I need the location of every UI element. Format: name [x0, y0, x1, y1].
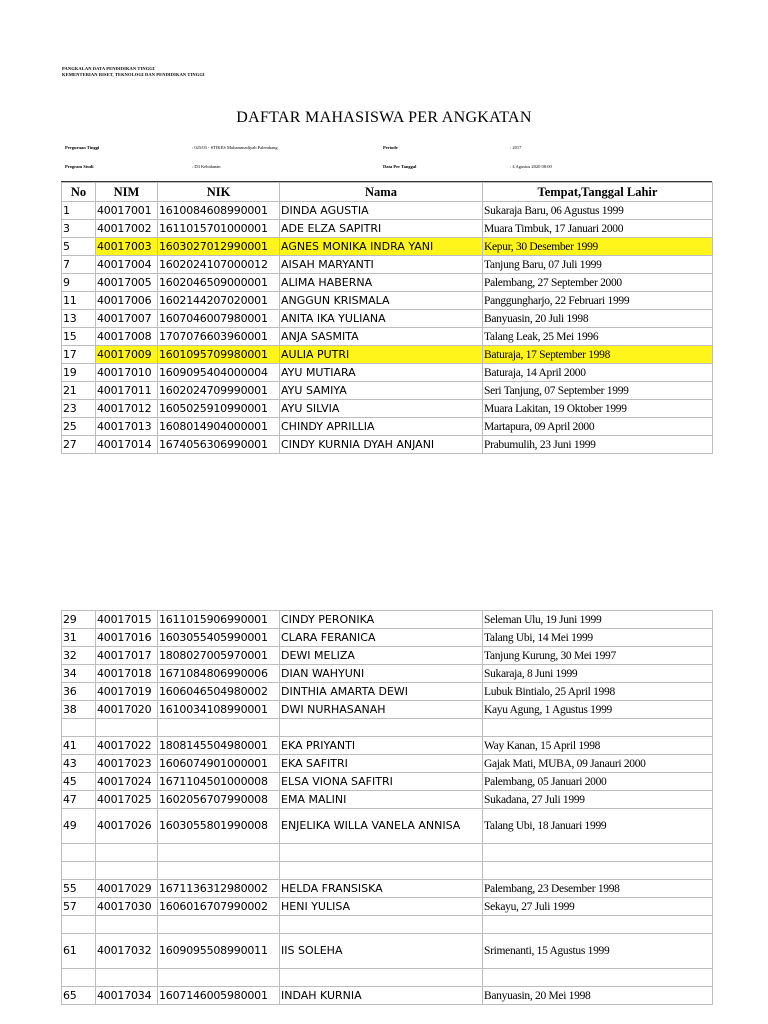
cell-ttl: Sekayu, 27 Juli 1999 [483, 898, 713, 916]
cell-no: 13 [62, 310, 96, 328]
cell-nim: 40017002 [96, 220, 158, 238]
cell-ttl: Talang Ubi, 14 Mei 1999 [483, 629, 713, 647]
table-row [62, 629, 713, 647]
cell-no: 3 [62, 220, 96, 238]
table-row [62, 400, 713, 418]
cell-ttl: Banyuasin, 20 Juli 1998 [483, 310, 713, 328]
cell-nama: ALIMA HABERNA [280, 274, 483, 292]
cell-nik: 1607146005980001 [158, 987, 280, 1005]
table-row [62, 862, 713, 880]
student-table-part-1 [61, 182, 713, 454]
cell-nama: AYU MUTIARA [280, 364, 483, 382]
cell-no [62, 862, 96, 880]
cell-nama: ANITA IKA YULIANA [280, 310, 483, 328]
cell-nama [280, 719, 483, 737]
cell-nama: ELSA VIONA SAFITRI [280, 773, 483, 791]
cell-ttl: Kepur, 30 Desember 1999 [483, 238, 713, 256]
cell-nim [96, 844, 158, 862]
cell-no: 27 [62, 436, 96, 454]
table-row [62, 934, 713, 969]
cell-nik: 1602024709990001 [158, 382, 280, 400]
col-header-nim: NIM [96, 183, 158, 202]
cell-nama: IIS SOLEHA [280, 934, 483, 969]
cell-nik: 1606046504980002 [158, 683, 280, 701]
cell-nim: 40017020 [96, 701, 158, 719]
cell-nim [96, 916, 158, 934]
cell-nim: 40017016 [96, 629, 158, 647]
cell-ttl: Tanjung Kurung, 30 Mei 1997 [483, 647, 713, 665]
table-row [62, 382, 713, 400]
cell-no: 36 [62, 683, 96, 701]
cell-no: 9 [62, 274, 96, 292]
cell-no: 31 [62, 629, 96, 647]
cell-no [62, 916, 96, 934]
cell-nik: 1671136312980002 [158, 880, 280, 898]
cell-no: 55 [62, 880, 96, 898]
cell-nik: 1674056306990001 [158, 436, 280, 454]
cell-nama: AYU SAMIYA [280, 382, 483, 400]
meta-prodi-label: Program Studi [65, 164, 94, 169]
table-row [62, 647, 713, 665]
cell-nama [280, 844, 483, 862]
col-header-nama: Nama [280, 183, 483, 202]
cell-no: 17 [62, 346, 96, 364]
cell-nik: 1671104501000008 [158, 773, 280, 791]
cell-ttl: Seleman Ulu, 19 Juni 1999 [483, 611, 713, 629]
cell-ttl [483, 969, 713, 987]
cell-nama: CHINDY APRILLIA [280, 418, 483, 436]
table-row [62, 737, 713, 755]
cell-nim: 40017022 [96, 737, 158, 755]
table-row [62, 701, 713, 719]
cell-no: 43 [62, 755, 96, 773]
cell-ttl: Srimenanti, 15 Agustus 1999 [483, 934, 713, 969]
cell-no: 21 [62, 382, 96, 400]
table-row [62, 809, 713, 844]
cell-nik: 1603027012990001 [158, 238, 280, 256]
cell-nik: 1602144207020001 [158, 292, 280, 310]
cell-nik: 1605025910990001 [158, 400, 280, 418]
cell-nama: DINDA AGUSTIA [280, 202, 483, 220]
cell-nik [158, 844, 280, 862]
table-row [62, 238, 713, 256]
table-row [62, 436, 713, 454]
cell-no: 57 [62, 898, 96, 916]
table-row [62, 292, 713, 310]
cell-nik [158, 916, 280, 934]
cell-nim: 40017003 [96, 238, 158, 256]
table-row [62, 719, 713, 737]
col-header-ttl: Tempat,Tanggal Lahir [483, 183, 713, 202]
cell-no [62, 719, 96, 737]
cell-nim: 40017030 [96, 898, 158, 916]
cell-nama: ANJA SASMITA [280, 328, 483, 346]
col-header-no: No [62, 183, 96, 202]
cell-no: 49 [62, 809, 96, 844]
cell-ttl: Sukadana, 27 Juli 1999 [483, 791, 713, 809]
cell-nim: 40017011 [96, 382, 158, 400]
meta-data-label: Data Per Tanggal [383, 164, 417, 169]
cell-nik: 1610034108990001 [158, 701, 280, 719]
cell-nik: 1611015701000001 [158, 220, 280, 238]
cell-nik: 1611015906990001 [158, 611, 280, 629]
cell-nim: 40017010 [96, 364, 158, 382]
cell-nim: 40017005 [96, 274, 158, 292]
cell-nik: 1606074901000001 [158, 755, 280, 773]
table-row [62, 328, 713, 346]
meta-pt-label: Perguruan Tinggi [65, 145, 100, 150]
cell-nama: DEWI MELIZA [280, 647, 483, 665]
cell-nama: ENJELIKA WILLA VANELA ANNISA [280, 809, 483, 844]
cell-nama: ADE ELZA SAPITRI [280, 220, 483, 238]
cell-no: 34 [62, 665, 96, 683]
cell-nim: 40017034 [96, 987, 158, 1005]
cell-ttl: Sukaraja, 8 Juni 1999 [483, 665, 713, 683]
meta-data-value: : 4 Agustus 2020 08:00 [510, 164, 552, 169]
cell-nim: 40017015 [96, 611, 158, 629]
cell-nim: 40017006 [96, 292, 158, 310]
cell-no: 65 [62, 987, 96, 1005]
table-row [62, 274, 713, 292]
cell-nik [158, 862, 280, 880]
cell-nik [158, 719, 280, 737]
table-row [62, 418, 713, 436]
cell-nik: 1602046509000001 [158, 274, 280, 292]
table-header-row [62, 183, 713, 202]
cell-no: 41 [62, 737, 96, 755]
cell-ttl: Palembang, 23 Desember 1998 [483, 880, 713, 898]
cell-ttl [483, 719, 713, 737]
cell-nama: AISAH MARYANTI [280, 256, 483, 274]
cell-nik: 1808027005970001 [158, 647, 280, 665]
cell-ttl: Gajak Mati, MUBA, 09 Janauri 2000 [483, 755, 713, 773]
table-row [62, 987, 713, 1005]
cell-nim [96, 862, 158, 880]
cell-nama: EKA PRIYANTI [280, 737, 483, 755]
cell-nim: 40017018 [96, 665, 158, 683]
cell-no: 47 [62, 791, 96, 809]
cell-no: 45 [62, 773, 96, 791]
cell-nama: ANGGUN KRISMALA [280, 292, 483, 310]
cell-ttl [483, 844, 713, 862]
cell-ttl: Baturaja, 17 September 1998 [483, 346, 713, 364]
cell-ttl: Talang Leak, 25 Mei 1996 [483, 328, 713, 346]
cell-nik: 1707076603960001 [158, 328, 280, 346]
cell-nama: DIAN WAHYUNI [280, 665, 483, 683]
cell-nim: 40017004 [96, 256, 158, 274]
cell-nama: CINDY PERONIKA [280, 611, 483, 629]
cell-nama: AYU SILVIA [280, 400, 483, 418]
cell-no: 1 [62, 202, 96, 220]
cell-ttl: Banyuasin, 20 Mei 1998 [483, 987, 713, 1005]
cell-nim: 40017012 [96, 400, 158, 418]
table-row [62, 364, 713, 382]
cell-nim: 40017008 [96, 328, 158, 346]
cell-nik: 1607046007980001 [158, 310, 280, 328]
cell-nik: 1808145504980001 [158, 737, 280, 755]
table-row [62, 969, 713, 987]
cell-nama: AGNES MONIKA INDRA YANI [280, 238, 483, 256]
cell-nim: 40017007 [96, 310, 158, 328]
cell-no: 61 [62, 934, 96, 969]
cell-nik: 1606016707990002 [158, 898, 280, 916]
cell-no: 15 [62, 328, 96, 346]
cell-nim [96, 969, 158, 987]
cell-nama [280, 969, 483, 987]
table-row [62, 220, 713, 238]
cell-nim: 40017024 [96, 773, 158, 791]
cell-ttl [483, 862, 713, 880]
cell-no [62, 844, 96, 862]
cell-nama [280, 916, 483, 934]
cell-nim: 40017013 [96, 418, 158, 436]
cell-ttl: Sukaraja Baru, 06 Agustus 1999 [483, 202, 713, 220]
meta-prodi-value: : D3 Kebidanan [192, 164, 221, 169]
cell-ttl: Tanjung Baru, 07 Juli 1999 [483, 256, 713, 274]
cell-no: 11 [62, 292, 96, 310]
cell-no: 38 [62, 701, 96, 719]
cell-nik: 1610084608990001 [158, 202, 280, 220]
cell-nik: 1603055801990008 [158, 809, 280, 844]
table-row [62, 611, 713, 629]
cell-nama: HENI YULISA [280, 898, 483, 916]
col-header-nik: NIK [158, 183, 280, 202]
cell-nama: DINTHIA AMARTA DEWI [280, 683, 483, 701]
table-row [62, 256, 713, 274]
table-row [62, 683, 713, 701]
cell-nim [96, 719, 158, 737]
document-title: DAFTAR MAHASISWA PER ANGKATAN [236, 109, 532, 126]
cell-ttl: Talang Ubi, 18 Januari 1999 [483, 809, 713, 844]
table-row [62, 346, 713, 364]
cell-ttl: Muara Timbuk, 17 Januari 2000 [483, 220, 713, 238]
cell-no [62, 969, 96, 987]
institution-line-2: KEMENTERIAN RISET, TEKNOLOGI DAN PENDIDIKAN TINGGI [62, 72, 205, 77]
cell-no: 19 [62, 364, 96, 382]
cell-nik: 1602024107000012 [158, 256, 280, 274]
cell-no: 5 [62, 238, 96, 256]
cell-nim: 40017026 [96, 809, 158, 844]
table-row [62, 773, 713, 791]
cell-nama [280, 862, 483, 880]
cell-ttl: Martapura, 09 April 2000 [483, 418, 713, 436]
cell-nama: INDAH KURNIA [280, 987, 483, 1005]
table-row [62, 791, 713, 809]
cell-nik: 1603055405990001 [158, 629, 280, 647]
cell-ttl: Kayu Agung, 1 Agustus 1999 [483, 701, 713, 719]
cell-ttl: Palembang, 27 September 2000 [483, 274, 713, 292]
table-row [62, 202, 713, 220]
cell-nim: 40017025 [96, 791, 158, 809]
cell-nim: 40017029 [96, 880, 158, 898]
cell-nama: EMA MALINI [280, 791, 483, 809]
cell-no: 25 [62, 418, 96, 436]
cell-no: 7 [62, 256, 96, 274]
cell-nim: 40017017 [96, 647, 158, 665]
table-row [62, 665, 713, 683]
cell-nik: 1609095404000004 [158, 364, 280, 382]
cell-ttl: Panggungharjo, 22 Februari 1999 [483, 292, 713, 310]
table-row [62, 755, 713, 773]
cell-no: 29 [62, 611, 96, 629]
meta-periode-value: : 2017 [510, 145, 522, 150]
cell-nama: DWI NURHASANAH [280, 701, 483, 719]
cell-nim: 40017019 [96, 683, 158, 701]
cell-nama: AULIA PUTRI [280, 346, 483, 364]
cell-nim: 40017023 [96, 755, 158, 773]
table-row [62, 916, 713, 934]
cell-nama: CLARA FERANICA [280, 629, 483, 647]
cell-no: 23 [62, 400, 96, 418]
cell-nama: EKA SAFITRI [280, 755, 483, 773]
table-row [62, 898, 713, 916]
cell-nik: 1608014904000001 [158, 418, 280, 436]
student-table-part-2 [61, 610, 713, 1005]
cell-ttl: Palembang, 05 Januari 2000 [483, 773, 713, 791]
cell-ttl: Lubuk Bintialo, 25 April 1998 [483, 683, 713, 701]
cell-ttl [483, 916, 713, 934]
meta-periode-label: Periode [383, 145, 398, 150]
cell-nim: 40017032 [96, 934, 158, 969]
cell-nim: 40017001 [96, 202, 158, 220]
cell-no: 32 [62, 647, 96, 665]
cell-ttl: Baturaja, 14 April 2000 [483, 364, 713, 382]
cell-nik [158, 969, 280, 987]
cell-nik: 1602056707990008 [158, 791, 280, 809]
cell-nim: 40017009 [96, 346, 158, 364]
cell-nama: CINDY KURNIA DYAH ANJANI [280, 436, 483, 454]
cell-nik: 1609095508990011 [158, 934, 280, 969]
cell-ttl: Way Kanan, 15 April 1998 [483, 737, 713, 755]
cell-nik: 1601095709980001 [158, 346, 280, 364]
cell-nim: 40017014 [96, 436, 158, 454]
cell-ttl: Muara Lakitan, 19 Oktober 1999 [483, 400, 713, 418]
cell-ttl: Seri Tanjung, 07 September 1999 [483, 382, 713, 400]
table-row [62, 844, 713, 862]
cell-nama: HELDA FRANSISKA [280, 880, 483, 898]
meta-pt-value: : 025/03 - STIKES Muhammadiyah Palembang [192, 145, 278, 150]
table-row [62, 310, 713, 328]
table-row [62, 880, 713, 898]
cell-nik: 1671084806990006 [158, 665, 280, 683]
cell-ttl: Prabumulih, 23 Juni 1999 [483, 436, 713, 454]
institution-line-1: PANGKALAN DATA PENDIDIKAN TINGGI [62, 66, 155, 71]
